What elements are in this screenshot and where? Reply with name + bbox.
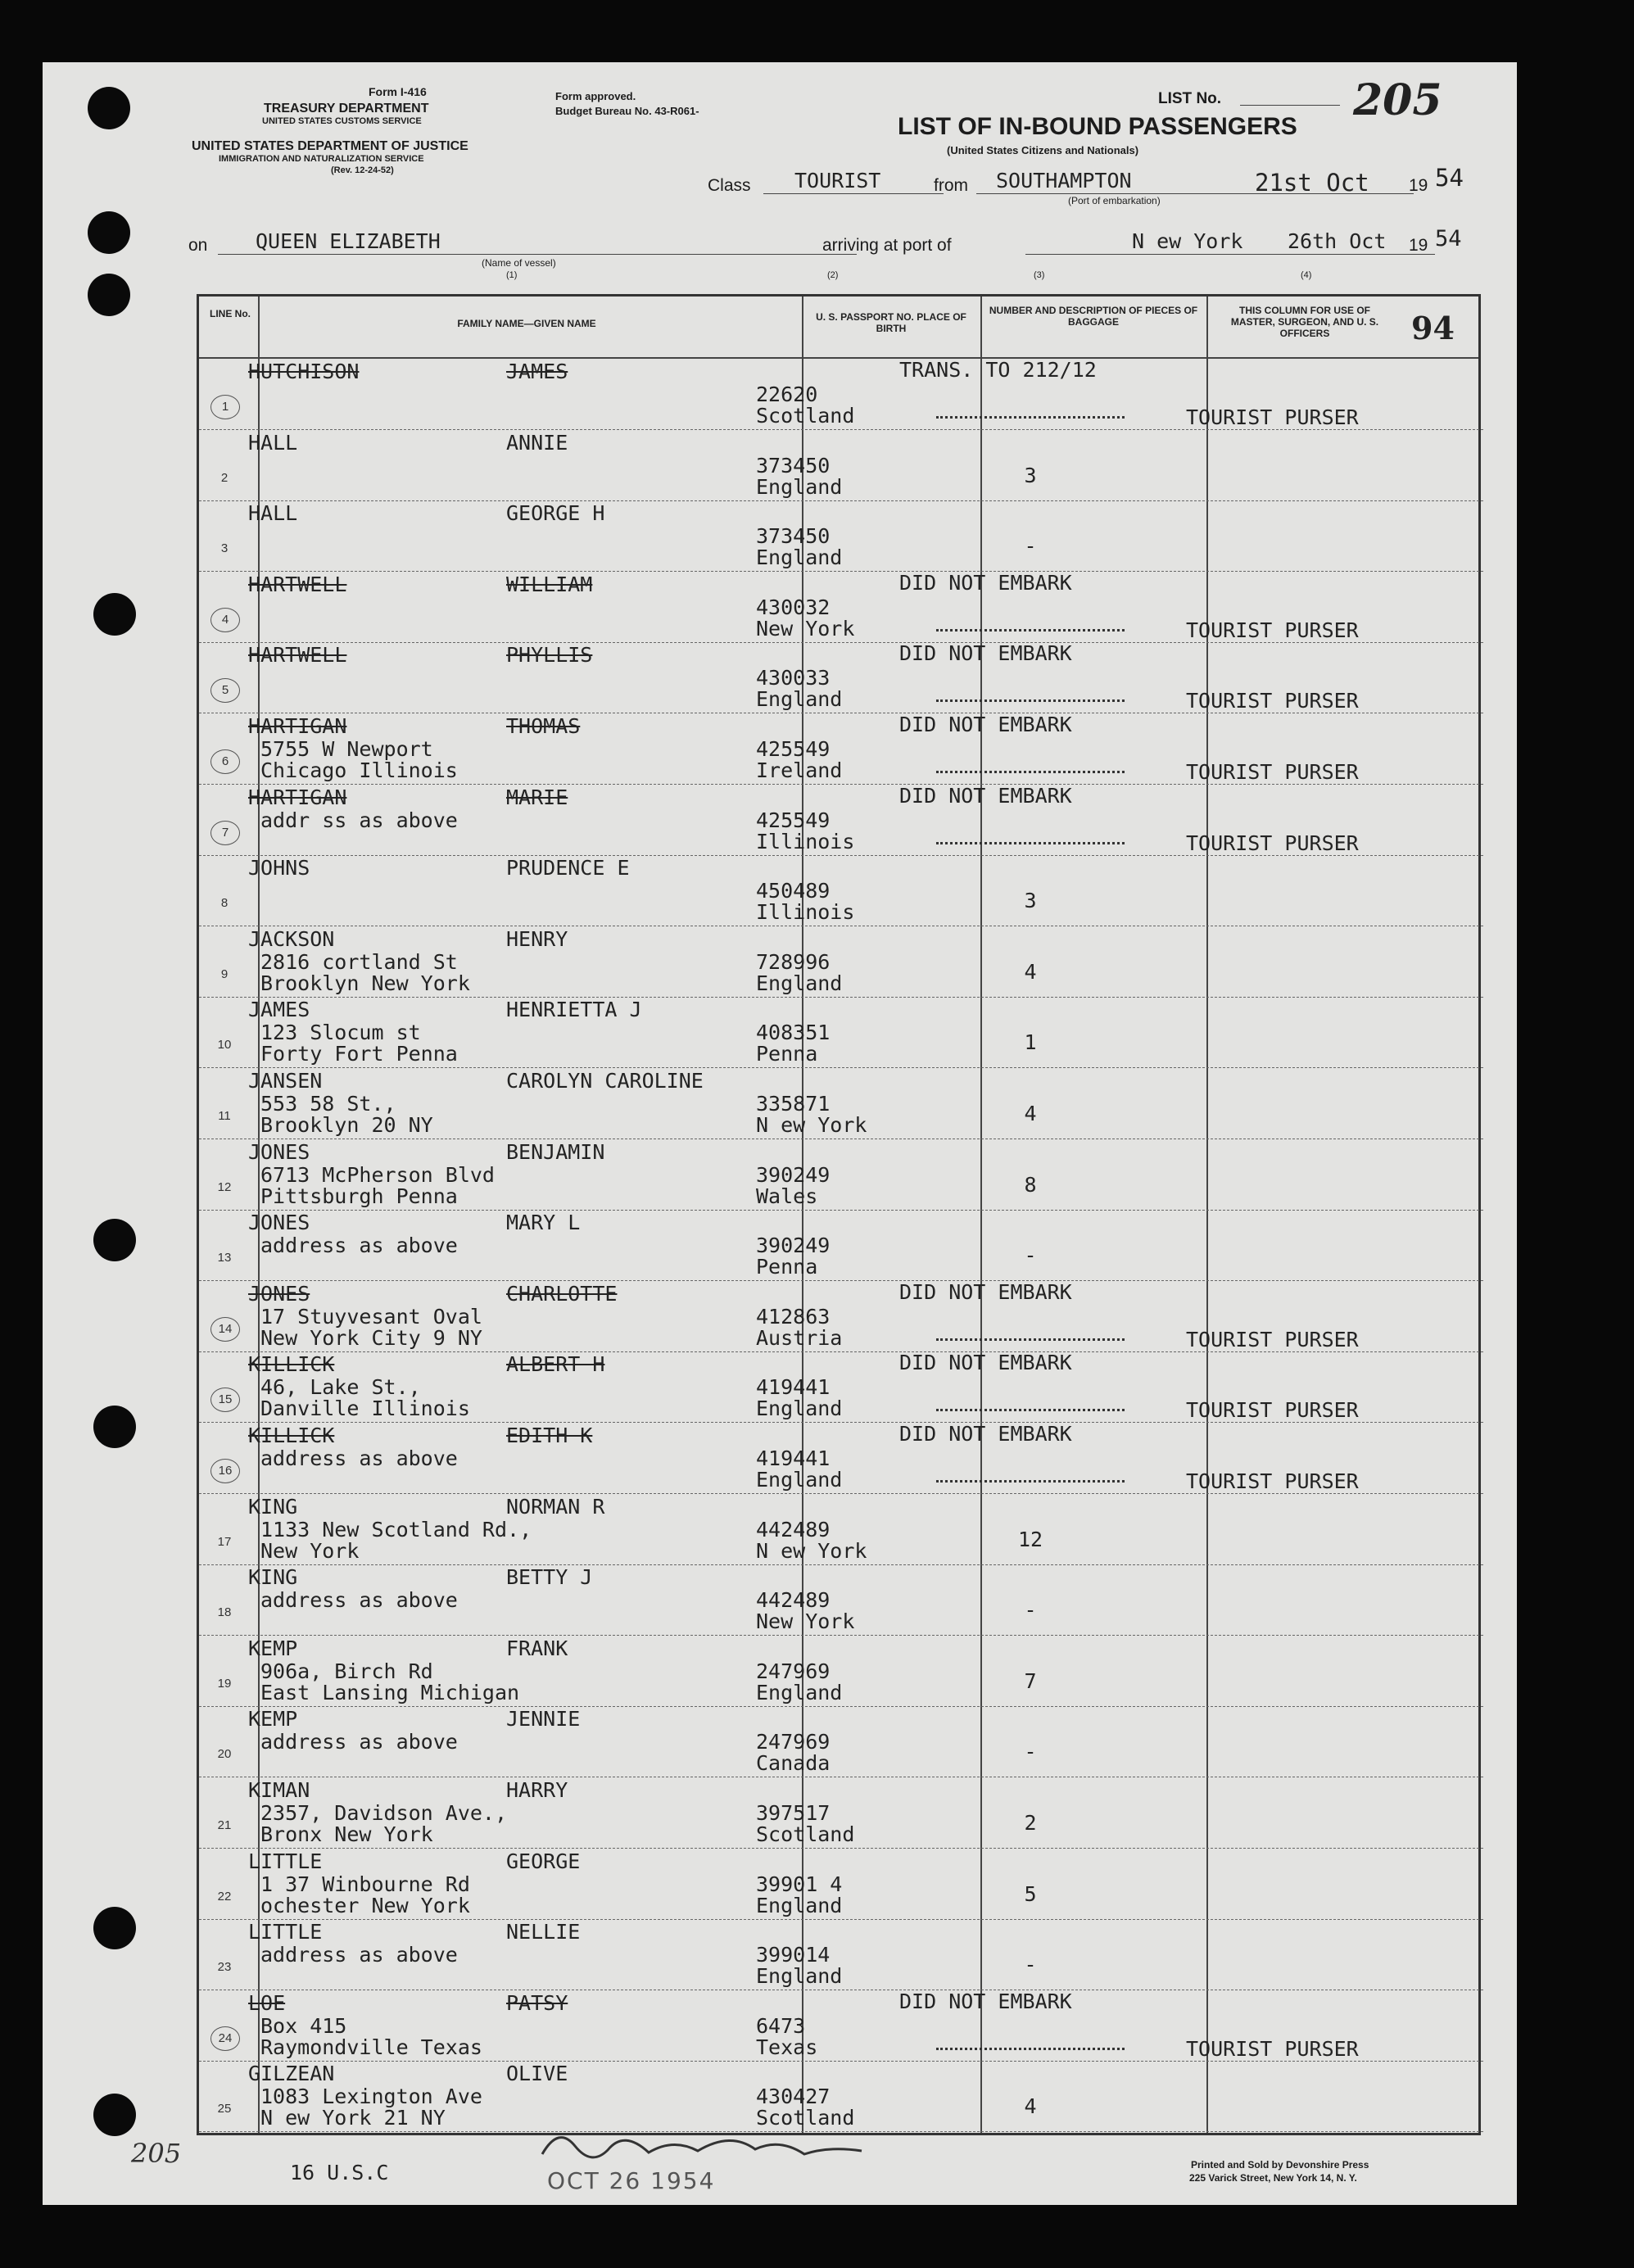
arrival-year: 54	[1435, 226, 1462, 251]
address-line-1: 6713 McPherson Blvd	[260, 1162, 495, 1187]
address-line-2: Brooklyn New York	[260, 971, 470, 995]
line-number: 9	[220, 967, 229, 981]
address-line-1: 1083 Lexington Ave	[260, 2085, 482, 2109]
passport-number: 247969	[756, 1730, 831, 1754]
place-of-birth: Penna	[756, 1255, 818, 1279]
column-header-name: FAMILY NAME—GIVEN NAME	[457, 318, 596, 329]
passport-number: 412863	[756, 1304, 831, 1329]
given-name: GEORGE H	[506, 501, 605, 526]
punch-hole	[88, 211, 130, 254]
given-name: NELLIE	[506, 1920, 581, 1944]
passport-number: 442489	[756, 1588, 831, 1613]
form-approved: Form approved.	[555, 90, 636, 102]
baggage-count: DID NOT EMBARK	[899, 570, 1072, 595]
table-row	[199, 855, 1483, 926]
class-value: TOURIST	[794, 169, 881, 192]
address-line-2: New York City 9 NY	[260, 1325, 482, 1350]
family-name: KEMP	[248, 1636, 298, 1660]
line-number: 24	[210, 2026, 240, 2051]
baggage-count: 8	[1024, 1172, 1037, 1197]
table-row	[199, 1068, 1483, 1139]
baggage-count: DID NOT EMBARK	[899, 713, 1072, 736]
table-row	[199, 1210, 1483, 1281]
passport-number: 419441	[756, 1446, 831, 1470]
punch-hole	[88, 87, 130, 129]
punch-hole	[93, 1219, 136, 1261]
baggage-count: DID NOT EMBARK	[899, 1279, 1072, 1304]
embark-port: SOUTHAMPTON	[996, 169, 1132, 192]
given-name: OLIVE	[506, 2062, 568, 2086]
address-line-1: 1 37 Winbourne Rd	[260, 1872, 470, 1896]
embark-year-label: 19	[1409, 176, 1428, 195]
arrival-year-label: 19	[1409, 236, 1428, 255]
arrival-underline	[1025, 254, 1435, 255]
port-embark-caption: (Port of embarkation)	[1068, 195, 1161, 206]
family-name: JOHNS	[248, 856, 310, 880]
table-row	[199, 1636, 1483, 1707]
vessel-underline	[218, 254, 857, 255]
table-row	[199, 642, 1483, 713]
address-line-2: East Lansing Michigan	[260, 1680, 520, 1704]
caption-3: (3)	[1034, 270, 1045, 280]
officer-note: TOURIST PURSER	[1186, 1327, 1359, 1351]
punch-hole	[93, 1406, 136, 1448]
baggage-count: -	[1024, 1243, 1037, 1268]
address-line-1: 1133 New Scotland Rd.,	[260, 1517, 532, 1541]
place-of-birth: England	[756, 1397, 843, 1421]
place-of-birth: England	[756, 1680, 843, 1704]
family-name: HUTCHISON	[248, 360, 360, 383]
sheet-count: 94	[1411, 310, 1455, 346]
passport-number: 419441	[756, 1375, 831, 1400]
place-of-birth: New York	[756, 616, 855, 641]
statute-code: 16 U.S.C	[290, 2161, 389, 2184]
revision-label: (Rev. 12-24-52)	[331, 165, 394, 175]
place-of-birth: Scotland	[756, 404, 855, 428]
embark-year: 54	[1435, 164, 1464, 192]
officer-note: TOURIST PURSER	[1186, 618, 1359, 642]
address-line-1: 2357, Davidson Ave.,	[260, 1801, 508, 1825]
customs-label: UNITED STATES CUSTOMS SERVICE	[262, 116, 422, 126]
table-row	[199, 713, 1483, 785]
family-name: LITTLE	[248, 1849, 323, 1873]
family-name: KING	[248, 1565, 298, 1590]
address-line-1: 5755 W Newport	[260, 737, 433, 761]
given-name: PATSY	[506, 1990, 568, 2015]
family-name: JACKSON	[248, 926, 335, 951]
margin-note: 205	[131, 2138, 182, 2169]
table-row	[199, 785, 1483, 856]
family-name: HALL	[248, 430, 298, 455]
line-number: 4	[210, 608, 240, 632]
given-name: NORMAN R	[506, 1494, 605, 1519]
passport-number: 430033	[756, 666, 831, 690]
given-name: FRANK	[506, 1636, 568, 1660]
baggage-count: -	[1024, 1740, 1037, 1764]
passport-number: 425549	[756, 737, 831, 761]
address-line-2: Pittsburgh Penna	[260, 1184, 458, 1208]
table-row	[199, 1281, 1483, 1352]
line-number: 20	[217, 1747, 232, 1762]
place-of-birth: Illinois	[756, 900, 855, 925]
treasury-label: TREASURY DEPARTMENT	[264, 102, 429, 115]
page-subtitle: (United States Citizens and Nationals)	[947, 144, 1139, 156]
column-header-baggage: NUMBER AND DESCRIPTION OF PIECES OF BAGGAGE	[989, 305, 1198, 328]
line-number: 2	[220, 470, 229, 485]
address-line-1: Box 415	[260, 2013, 347, 2038]
line-number: 21	[217, 1818, 232, 1832]
baggage-count: 12	[1017, 1527, 1043, 1551]
line-number: 5	[210, 678, 240, 703]
place-of-birth: Ireland	[756, 758, 843, 782]
inspector-signature	[534, 2121, 911, 2171]
line-number: 23	[217, 1960, 232, 1975]
given-name: WILLIAM	[506, 572, 593, 596]
table-row	[199, 572, 1483, 643]
given-name: HARRY	[506, 1778, 568, 1802]
family-name: HARTWELL	[248, 572, 347, 596]
place-of-birth: England	[756, 687, 843, 712]
line-number: 10	[217, 1038, 232, 1053]
address-line-1: 123 Slocum st	[260, 1021, 421, 1045]
punch-hole	[93, 593, 136, 636]
address-line-1: 46, Lake St.,	[260, 1375, 421, 1400]
given-name: HENRY	[506, 926, 568, 951]
passport-number: 430032	[756, 595, 831, 619]
line-number: 7	[210, 821, 240, 845]
given-name: BENJAMIN	[506, 1139, 605, 1164]
arriving-label: arriving at port of	[822, 236, 952, 255]
form-number: Form I-416	[369, 85, 427, 98]
dotted-leader	[936, 842, 1125, 844]
family-name: HARTIGAN	[248, 785, 347, 809]
officer-note: TOURIST PURSER	[1186, 1469, 1359, 1493]
address-line-1: address as above	[260, 1588, 458, 1613]
budget-number: Budget Bureau No. 43-R061-	[555, 105, 699, 117]
address-line-2: Brooklyn 20 NY	[260, 1113, 433, 1137]
arrival-stamp: OCT 26 1954	[547, 2167, 716, 2194]
dotted-leader	[936, 771, 1125, 773]
given-name: CHARLOTTE	[506, 1281, 618, 1306]
officer-note: TOURIST PURSER	[1186, 831, 1359, 855]
vessel-caption-number: (1)	[506, 270, 518, 280]
family-name: KIMAN	[248, 1778, 310, 1802]
vessel-caption: (Name of vessel)	[482, 257, 556, 269]
place-of-birth: England	[756, 474, 843, 499]
baggage-count: 1	[1024, 1030, 1037, 1055]
table-row	[199, 430, 1483, 501]
punch-hole	[88, 274, 130, 316]
passport-number: 430427	[756, 2085, 831, 2109]
baggage-count: -	[1024, 1953, 1037, 1977]
punch-hole	[93, 2094, 136, 2136]
passport-number: 728996	[756, 949, 831, 974]
given-name: GEORGE	[506, 1849, 581, 1873]
family-name: LITTLE	[248, 1920, 323, 1944]
place-of-birth: N ew York	[756, 1113, 867, 1137]
line-number: 13	[217, 1251, 232, 1265]
baggage-count: -	[1024, 1598, 1037, 1623]
place-of-birth: England	[756, 1468, 843, 1492]
line-number: 18	[217, 1605, 232, 1620]
family-name: JONES	[248, 1139, 310, 1164]
table-row	[199, 1706, 1483, 1777]
table-row	[199, 1990, 1483, 2062]
justice-label: UNITED STATES DEPARTMENT OF JUSTICE	[192, 139, 468, 153]
family-name: JANSEN	[248, 1069, 323, 1093]
from-underline	[976, 193, 1263, 194]
family-name: JAMES	[248, 998, 310, 1022]
column-header-officers: THIS COLUMN FOR USE OF MASTER, SURGEON, AND U. S. OFFICERS	[1230, 305, 1379, 339]
baggage-count: 7	[1024, 1668, 1037, 1693]
passport-number: 450489	[756, 879, 831, 903]
passport-number: 390249	[756, 1234, 831, 1258]
line-number: 1	[210, 395, 240, 419]
baggage-count: 4	[1024, 1102, 1037, 1125]
caption-4: (4)	[1301, 270, 1312, 280]
passport-number: 373450	[756, 524, 831, 549]
line-number: 11	[218, 1109, 231, 1123]
address-line-1: address as above	[260, 1234, 458, 1258]
line-number: 17	[217, 1534, 232, 1549]
given-name: MARY L	[506, 1211, 581, 1235]
baggage-count: -	[1024, 534, 1037, 559]
given-name: ANNIE	[506, 430, 568, 455]
table-row	[199, 1564, 1483, 1636]
address-line-1: 17 Stuyvesant Oval	[260, 1304, 482, 1329]
embark-date: 21st Oct	[1255, 169, 1369, 197]
line-number: 19	[217, 1676, 232, 1691]
place-of-birth: New York	[756, 1609, 855, 1634]
officer-note: TOURIST PURSER	[1186, 405, 1359, 429]
baggage-count: DID NOT EMBARK	[899, 1989, 1072, 2013]
baggage-count: DID NOT EMBARK	[899, 641, 1072, 666]
address-line-1: 2816 cortland St	[260, 949, 458, 974]
list-no-underline	[1240, 105, 1340, 106]
baggage-count: 4	[1024, 959, 1037, 984]
given-name: EDITH K	[506, 1424, 593, 1447]
address-line-1: addr ss as above	[260, 808, 458, 832]
arrival-date: 26th Oct	[1288, 229, 1387, 253]
address-line-1: address as above	[260, 1730, 458, 1754]
table-row	[199, 1849, 1483, 1920]
table-row	[199, 1139, 1483, 1211]
from-label: from	[934, 176, 968, 195]
dotted-leader	[936, 1409, 1125, 1411]
dotted-leader	[936, 699, 1125, 702]
baggage-count: 5	[1024, 1881, 1037, 1906]
table-row	[199, 1494, 1483, 1565]
line-number: 15	[210, 1388, 240, 1412]
page-title: LIST OF IN-BOUND PASSENGERS	[898, 113, 1297, 140]
given-name: JENNIE	[506, 1707, 581, 1732]
passport-number: 442489	[756, 1517, 831, 1541]
family-name: JONES	[248, 1211, 310, 1235]
family-name: HALL	[248, 501, 298, 526]
passenger-table	[197, 294, 1481, 2135]
passport-number: 22620	[756, 383, 818, 406]
baggage-count: DID NOT EMBARK	[899, 1422, 1072, 1446]
given-name: ALBERT H	[506, 1352, 605, 1377]
given-name: BETTY J	[506, 1565, 593, 1590]
table-row	[199, 1351, 1483, 1423]
place-of-birth: England	[756, 1893, 843, 1917]
address-line-1: address as above	[260, 1943, 458, 1967]
place-of-birth: N ew York	[756, 1538, 867, 1563]
column-header-line: LINE No.	[210, 308, 251, 319]
table-row	[199, 1777, 1483, 1849]
address-line-2: New York	[260, 1538, 360, 1563]
officer-note: TOURIST PURSER	[1186, 760, 1359, 784]
family-name: KEMP	[248, 1707, 298, 1732]
dotted-leader	[936, 1480, 1125, 1483]
line-number: 3	[220, 541, 229, 556]
table-row	[199, 1919, 1483, 1990]
baggage-count: DID NOT EMBARK	[899, 783, 1072, 808]
baggage-count: TRANS. TO 212/12	[899, 358, 1097, 382]
family-name: KILLICK	[248, 1352, 335, 1377]
printer-line-1: Printed and Sold by Devonshire Press	[1191, 2159, 1369, 2171]
passport-number: 39901 4	[756, 1872, 843, 1896]
line-number: 25	[217, 2102, 232, 2116]
class-label: Class	[708, 176, 751, 195]
address-line-2: Raymondville Texas	[260, 2035, 482, 2059]
address-line-2: Danville Illinois	[260, 1397, 470, 1421]
address-line-2: Forty Fort Penna	[260, 1042, 458, 1066]
place-of-birth: Austria	[756, 1325, 843, 1350]
given-name: THOMAS	[506, 714, 581, 738]
place-of-birth: Canada	[756, 1751, 831, 1776]
passport-number: 425549	[756, 808, 831, 832]
passport-number: 373450	[756, 453, 831, 478]
on-label: on	[188, 236, 208, 255]
vessel-name: QUEEN ELIZABETH	[256, 229, 441, 253]
baggage-count: 3	[1024, 463, 1037, 487]
officer-note: TOURIST PURSER	[1186, 689, 1359, 713]
list-no-label: LIST No.	[1158, 90, 1222, 107]
given-name: CAROLYN CAROLINE	[506, 1069, 704, 1093]
passport-number: 399014	[756, 1943, 831, 1967]
given-name: MARIE	[506, 785, 568, 809]
table-row	[199, 500, 1483, 572]
table-row	[199, 997, 1483, 1068]
place-of-birth: Penna	[756, 1042, 818, 1066]
given-name: PRUDENCE E	[506, 856, 630, 880]
manifest-page	[43, 62, 1517, 2205]
line-number: 12	[217, 1179, 232, 1194]
family-name: HARTWELL	[248, 643, 347, 668]
punch-hole	[93, 1907, 136, 1949]
officer-note: TOURIST PURSER	[1186, 2036, 1359, 2061]
passport-number: 397517	[756, 1801, 831, 1825]
given-name: JAMES	[506, 360, 568, 383]
place-of-birth: England	[756, 545, 843, 570]
dotted-leader	[936, 2048, 1125, 2050]
passport-number: 408351	[756, 1021, 831, 1045]
place-of-birth: England	[756, 1964, 843, 1989]
baggage-count: 3	[1024, 889, 1037, 913]
passport-number: 6473	[756, 2013, 806, 2038]
given-name: HENRIETTA J	[506, 998, 642, 1022]
printer-line-2: 225 Varick Street, New York 14, N. Y.	[1189, 2172, 1357, 2184]
place-of-birth: Scotland	[756, 1822, 855, 1846]
address-line-2: N ew York 21 NY	[260, 2106, 446, 2130]
line-number: 16	[210, 1459, 240, 1483]
dotted-leader	[936, 629, 1125, 632]
table-row	[199, 1423, 1483, 1494]
place-of-birth: England	[756, 971, 843, 995]
family-name: LOE	[248, 1990, 286, 2015]
caption-2: (2)	[827, 270, 839, 280]
list-number: 205	[1353, 75, 1442, 125]
embark-date-underline	[1250, 193, 1414, 194]
class-underline	[763, 193, 944, 194]
line-number: 8	[220, 896, 229, 911]
address-line-2: ochester New York	[260, 1893, 470, 1917]
line-number: 6	[210, 749, 240, 774]
address-line-2: Bronx New York	[260, 1822, 433, 1846]
family-name: HARTIGAN	[248, 714, 347, 738]
place-of-birth: Texas	[756, 2035, 818, 2059]
passport-number: 390249	[756, 1162, 831, 1187]
place-of-birth: Wales	[756, 1184, 818, 1208]
place-of-birth: Illinois	[756, 829, 855, 853]
dotted-leader	[936, 416, 1125, 419]
arrival-port: N ew York	[1132, 229, 1243, 253]
dotted-leader	[936, 1338, 1125, 1341]
address-line-2: Chicago Illinois	[260, 758, 458, 782]
table-row	[199, 359, 1483, 430]
officer-note: TOURIST PURSER	[1186, 1398, 1359, 1423]
ins-label: IMMIGRATION AND NATURALIZATION SERVICE	[219, 154, 424, 164]
family-name: JONES	[248, 1281, 310, 1306]
address-line-1: address as above	[260, 1446, 458, 1470]
given-name: PHYLLIS	[506, 643, 593, 668]
place-of-birth: Scotland	[756, 2106, 855, 2130]
address-line-1: 906a, Birch Rd	[260, 1659, 433, 1683]
family-name: KILLICK	[248, 1424, 335, 1447]
baggage-count: DID NOT EMBARK	[899, 1351, 1072, 1375]
baggage-count: 2	[1024, 1811, 1037, 1835]
baggage-count: 4	[1024, 2094, 1037, 2119]
table-row	[199, 926, 1483, 998]
line-number: 22	[217, 1889, 232, 1904]
passport-number: 335871	[756, 1092, 831, 1116]
family-name: GILZEAN	[248, 2062, 335, 2086]
line-number: 14	[210, 1317, 240, 1342]
passport-number: 247969	[756, 1659, 831, 1683]
address-line-1: 553 58 St.,	[260, 1092, 396, 1116]
column-header-passport: U. S. PASSPORT NO. PLACE OF BIRTH	[816, 311, 966, 334]
family-name: KING	[248, 1494, 298, 1519]
